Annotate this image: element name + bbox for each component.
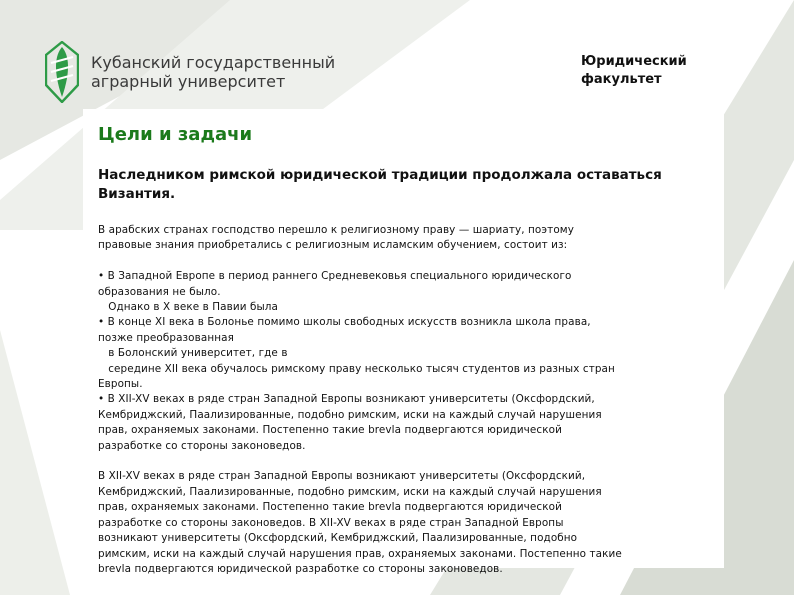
body-line: прав, охраняемых законами. Постепенно такие brevla подвергаются юридической <box>98 424 562 437</box>
lead-paragraph: Наследником римской юридической традиции продолжала оставаться Византия. <box>98 167 662 202</box>
body-line: Кембриджский, Паализированные, подобно римским, иски на каждый случай нарушения <box>98 408 602 421</box>
body-line: в Болонский университет, где в <box>98 347 288 360</box>
university-name-line-1: Кубанский государственный <box>91 53 336 72</box>
university-leaf-logo-icon <box>45 41 79 103</box>
body-line: правовые знания приобретались с религиозным исламским обучением, состоит из: <box>98 239 568 252</box>
body-line: середине XII века обучалось римскому праву несколько тысяч студентов из разных стран <box>98 362 615 375</box>
body-text <box>98 223 733 577</box>
paragraph-gap <box>98 254 733 269</box>
body-line: римским, иски на каждый случай нарушения прав, охраняемых законами. Постепенно такие <box>98 547 622 560</box>
body-line: разработке со стороны законоведов. <box>98 439 306 452</box>
faculty-name-line-1: Юридический <box>581 54 687 69</box>
body-line: Кембриджский, Паализированные, подобно римским, иски на каждый случай нарушения <box>98 485 602 498</box>
body-line: позже преобразованная <box>98 331 234 344</box>
slide-title: Цели и задачи <box>98 124 253 145</box>
body-line: • В XII-XV веках в ряде стран Западной Европы возникают университеты (Оксфордский, <box>98 393 595 406</box>
body-line: образования не было. <box>98 285 221 298</box>
body-line: • В конце XI века в Болонье помимо школы свободных искусств возникла школа права, <box>98 316 591 329</box>
body-line: Европы. <box>98 378 143 391</box>
university-name <box>91 53 335 91</box>
body-line: В арабских странах господство перешло к религиозному праву — шариату, поэтому <box>98 224 574 236</box>
body-line: разработке со стороны законоведов. В XII-XV веках в ряде стран Западной Европы <box>98 516 564 529</box>
body-line: В XII-XV веках в ряде стран Западной Европы возникают университеты (Оксфордский, <box>98 470 586 483</box>
faculty-name <box>581 53 687 89</box>
body-line: возникают университеты (Оксфордский, Кембриджский, Паализированные, подобно <box>98 532 578 545</box>
body-line: Однако в X веке в Павии была <box>98 301 278 314</box>
paragraph-gap <box>98 454 733 469</box>
body-line: brevla подвергаются юридической разработке со стороны законоведов. <box>98 562 503 575</box>
body-line: • В Западной Европе в период раннего Средневековья специального юридического <box>98 270 572 283</box>
university-name-line-2: аграрный университет <box>91 72 286 91</box>
faculty-name-line-2: факультет <box>581 72 662 87</box>
body-line: прав, охраняемых законами. Постепенно такие brevla подвергаются юридической <box>98 501 562 514</box>
bg-shape-left-band <box>0 330 70 595</box>
